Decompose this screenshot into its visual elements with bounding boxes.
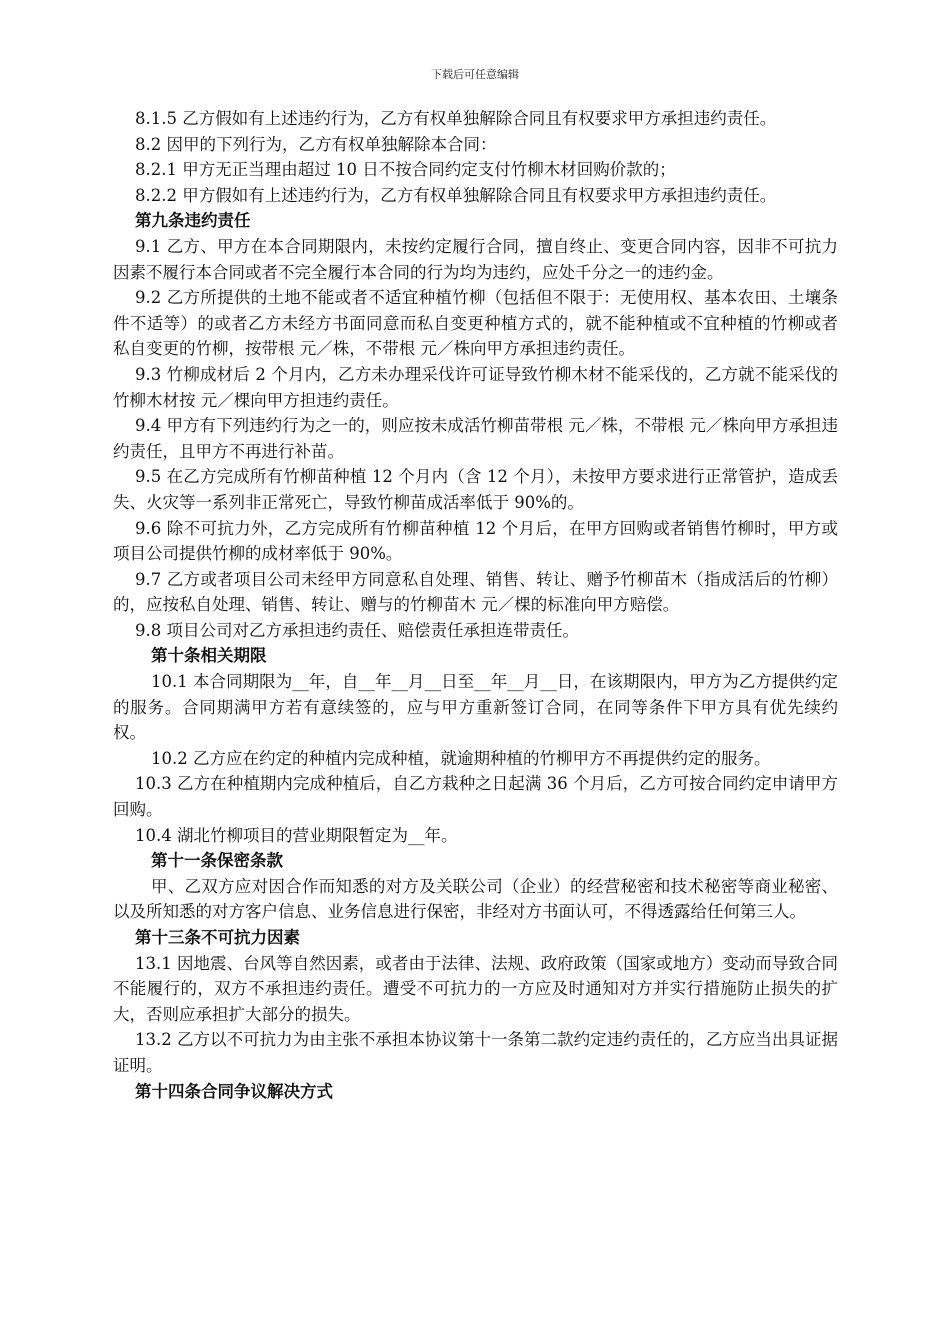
clause-8-2: 8.2 因甲的下列行为，乙方有权单独解除本合同：	[135, 134, 497, 154]
clause-10-4: 10.4 湖北竹柳项目的营业期限暂定为__年。	[135, 825, 458, 845]
clause-9-7: 9.7 乙方或者项目公司未经甲方同意私自处理、销售、转让、赠予竹柳苗木（指成活后的竹柳）的，应按私自处理、销售、转让、赠与的竹柳苗木 元／棵的标准向甲方赔偿。	[113, 569, 838, 615]
clause-9-5: 9.5 在乙方完成所有竹柳苗种植 12 个月内（含 12 个月），未按甲方要求进行正常管护，造成丢失、火灾等一系列非正常死亡，导致竹柳苗成活率低于 90%的。	[113, 467, 838, 512]
clause-10-2: 10.2 乙方应在约定的种植内完成种植，就逾期种植的竹柳甲方不再提供约定的服务。	[151, 748, 771, 768]
page-header: 下载后可任意编辑	[431, 68, 519, 81]
article-9-heading: 第九条违约责任	[135, 211, 251, 231]
clause-8-1-5: 8.1.5 乙方假如有上述违约行为，乙方有权单独解除合同且有权要求甲方承担违约责任。	[135, 109, 777, 128]
clause-13-2: 13.2 乙方以不可抗力为由主张不承担本协议第十一条第二款约定违约责任的，乙方应当出具证据证明。	[113, 1030, 838, 1075]
clause-11-body: 甲、乙双方应对因合作而知悉的对方及关联公司（企业）的经营秘密和技术秘密等商业秘密、以及所知悉的对方客户信息、业务信息进行保密，非经对方书面认可，不得透露给任何第三人。	[113, 876, 838, 922]
clause-9-2: 9.2 乙方所提供的土地不能或者不适宜种植竹柳（包括但不限于：无使用权、基本农田、土壤条件不适等）的或者乙方未经方书面同意而私自变更种植方式的，就不能种植或不宜种植的竹柳或者私自变更的竹柳，按带根 元／株，不带根 元／株向甲方承担违约责任。	[113, 288, 838, 359]
clause-9-1: 9.1 乙方、甲方在本合同期限内，未按约定履行合同，擅自终止、变更合同内容，因非不可抗力因素不履行本合同或者不完全履行本合同的行为均为违约，应处千分之一的违约金。	[113, 236, 838, 282]
clause-8-2-2: 8.2.2 甲方假如有上述违约行为，乙方有权单独解除合同且有权要求甲方承担违约责任。	[135, 185, 777, 205]
article-11-heading: 第十一条保密条款	[151, 851, 283, 871]
clause-9-4: 9.4 甲方有下列违约行为之一的，则应按未成活竹柳苗带根 元／株，不带根 元／株向甲方承担违约责任，且甲方不再进行补苗。	[113, 416, 838, 461]
clause-10-1: 10.1 本合同期限为__年，自__年__月__日至__年__月__日，在该期限内，甲方为乙方提供约定的服务。合同期满甲方若有意续签的，应与甲方重新签订合同，在同等条件下甲方具有优先续约权。	[113, 672, 838, 743]
clause-10-3: 10.3 乙方在种植期内完成种植后，自乙方栽种之日起满 36 个月后，乙方可按合同约定申请甲方回购。	[113, 774, 838, 820]
clause-8-2-1: 8.2.1 甲方无正当理由超过 10 日不按合同约定支付竹柳木材回购价款的；	[135, 160, 676, 180]
article-13-heading: 第十三条不可抗力因素	[135, 928, 300, 947]
clause-9-6: 9.6 除不可抗力外，乙方完成所有竹柳苗种植 12 个月后，在甲方回购或者销售竹柳时，甲方或项目公司提供竹柳的成材率低于 90%。	[113, 518, 838, 564]
document-body	[113, 106, 838, 1104]
clause-13-1: 13.1 因地震、台风等自然因素，或者由于法律、法规、政府政策（国家或地方）变动而导致合同不能履行的，双方不承担违约责任。遭受不可抗力的一方应及时通知对方并实行措施防止损失的扩大，否则应承担扩大部分的损失。	[113, 953, 838, 1024]
clause-9-3: 9.3 竹柳成材后 2 个月内，乙方未办理采伐许可证导致竹柳木材不能采伐的，乙方就不能采伐的竹柳木材按 元／棵向甲方担违约责任。	[113, 364, 838, 410]
article-14-heading: 第十四条合同争议解决方式	[135, 1081, 333, 1101]
clause-9-8: 9.8 项目公司对乙方承担违约责任、赔偿责任承担连带责任。	[135, 620, 579, 640]
article-10-heading: 第十条相关期限	[151, 646, 267, 666]
